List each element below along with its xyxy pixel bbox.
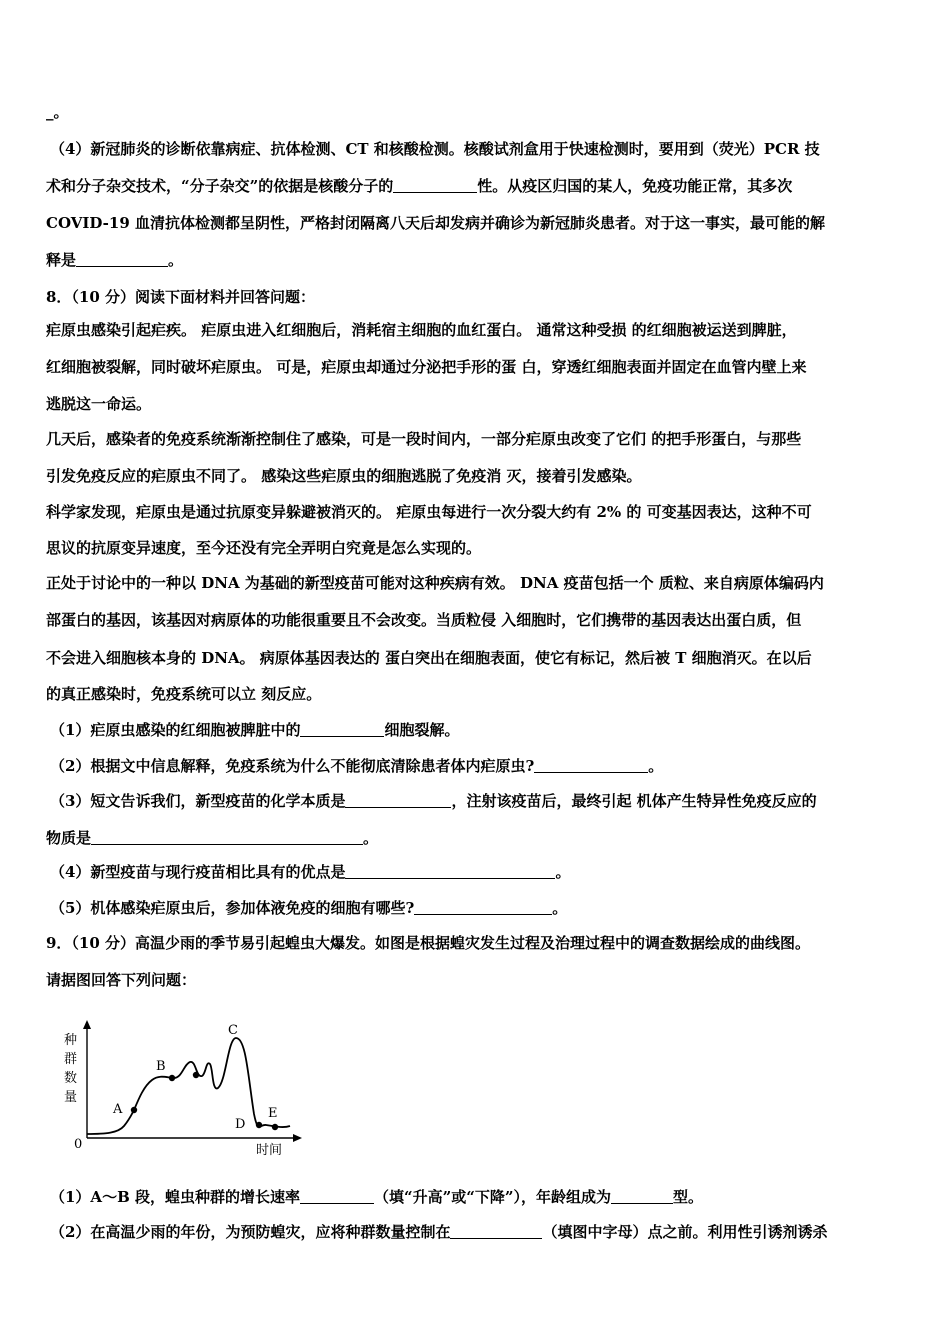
population-curve-svg xyxy=(56,1016,316,1166)
point-label-c: C xyxy=(228,1023,238,1038)
text-line: （4）新冠肺炎的诊断依靠病症、抗体检测、CT 和核酸检测。核酸试剂盒用于快速检测时，要用到（荧光）PCR 技 xyxy=(50,140,820,158)
text-line: 物质是 。 xyxy=(46,829,379,847)
text-line: 几天后，感染者的免疫系统渐渐控制住了感染，可是一段时间内，一部分疟原虫改变了它们 的把手形蛋白，与那些 xyxy=(46,430,802,448)
answer-blank[interactable] xyxy=(91,829,363,845)
text-line: 释是 。 xyxy=(46,251,184,269)
question-8-5: （5）机体感染疟原虫后，参加体液免疫的细胞有哪些? 。 xyxy=(50,899,568,917)
population-curve-figure xyxy=(56,1016,316,1166)
y-axis-label-char: 量 xyxy=(64,1090,78,1105)
y-axis-label-char: 种 xyxy=(64,1033,78,1048)
text-line: 引发免疫反应的疟原虫不同了。 感染这些疟原虫的细胞逃脱了免疫消 灭，接着引发感染。 xyxy=(46,467,642,485)
answer-blank[interactable] xyxy=(345,863,555,879)
point-d-marker xyxy=(256,1122,262,1128)
text-line: 不会进入细胞核本身的 DNA。 病原体基因表达的 蛋白突出在细胞表面，使它有标记，然后被 T 细胞消灭。在以后 xyxy=(46,649,812,667)
answer-blank[interactable] xyxy=(611,1188,673,1204)
x-axis-label: 时间 xyxy=(256,1143,283,1158)
text-line: 部蛋白的基因，该基因对病原体的功能很重要且不会改变。当质粒侵 入细胞时，它们携带的基因表达出蛋白质，但 xyxy=(46,611,802,629)
text-line: 逃脱这一命运。 xyxy=(46,395,152,413)
y-axis-label-char: 群 xyxy=(64,1052,78,1067)
answer-blank[interactable] xyxy=(76,251,168,267)
question-9-1: （1）A～B 段，蝗虫种群的增长速率 （填“升高”或“下降”），年龄组成为 型。 xyxy=(50,1188,704,1206)
question-9-2: （2）在高温少雨的年份，为预防蝗灾，应将种群数量控制在 （填图中字母）点之前。利用性引诱剂诱杀 xyxy=(50,1223,828,1241)
text-line: 术和分子杂交技术，“分子杂交”的依据是核酸分子的 性。从疫区归国的某人，免疫功能正常，其多次 xyxy=(46,177,793,195)
text-line: COVID-19 血清抗体检测都呈阴性，严格封闭隔离八天后却发病并确诊为新冠肺炎患者。对于这一事实，最可能的解 xyxy=(46,214,826,232)
question-8-3: （3）短文告诉我们，新型疫苗的化学本质是 ，注射该疫苗后，最终引起 机体产生特异性免疫反应的 xyxy=(50,792,817,810)
question-8-4: （4）新型疫苗与现行疫苗相比具有的优点是 。 xyxy=(50,863,571,881)
y-axis-label-char: 数 xyxy=(64,1071,78,1086)
answer-blank[interactable] xyxy=(300,1188,374,1204)
answer-blank[interactable] xyxy=(450,1223,542,1239)
point-label-d: D xyxy=(235,1117,246,1132)
point-e-marker xyxy=(272,1124,278,1130)
text-line: 请据图回答下列问题： xyxy=(46,971,197,989)
point-a-marker xyxy=(131,1107,137,1113)
point-b-marker xyxy=(169,1075,175,1081)
origin-label: 0 xyxy=(74,1137,83,1152)
text-line: 思议的抗原变异速度，至今还没有完全弄明白究竟是怎么实现的。 xyxy=(46,539,482,557)
question-9-heading: 9．（10 分）高温少雨的季节易引起蝗虫大爆发。如图是根据蝗灾发生过程及治理过程中的调查数据绘成的曲线图。 xyxy=(46,934,811,952)
population-curve xyxy=(87,1038,290,1134)
text-line: 科学家发现，疟原虫是通过抗原变异躲避被消灭的。 疟原虫每进行一次分裂大约有 2% 的 可变基因表达，这种不可 xyxy=(46,503,812,521)
point-label-e: E xyxy=(268,1106,278,1121)
text-line: 疟原虫感染引起疟疾。 疟原虫进入红细胞后，消耗宿主细胞的血红蛋白。 通常这种受损 的红细胞被运送到脾脏， xyxy=(46,321,797,339)
question-8-heading: 8．（10 分）阅读下面材料并回答问题： xyxy=(46,288,316,306)
point-label-b: B xyxy=(156,1059,166,1074)
y-axis-arrow-icon xyxy=(83,1020,91,1029)
question-8-2: （2）根据文中信息解释，免疫系统为什么不能彻底清除患者体内疟原虫? 。 xyxy=(50,757,664,775)
x-axis-arrow-icon xyxy=(293,1134,302,1142)
answer-blank[interactable] xyxy=(300,721,384,737)
text-line: _。 xyxy=(46,103,69,121)
answer-blank[interactable] xyxy=(414,899,552,915)
answer-blank[interactable] xyxy=(393,177,477,193)
point-marker xyxy=(193,1072,199,1078)
answer-blank[interactable] xyxy=(534,757,648,773)
point-label-a: A xyxy=(113,1102,123,1117)
question-8-1: （1）疟原虫感染的红细胞被脾脏中的 细胞裂解。 xyxy=(50,721,460,739)
text-line: 正处于讨论中的一种以 DNA 为基础的新型疫苗可能对这种疾病有效。 DNA 疫苗包括一个 质粒、来自病原体编码内 xyxy=(46,574,824,592)
answer-blank[interactable] xyxy=(345,792,451,808)
text-line: 红细胞被裂解，同时破坏疟原虫。 可是，疟原虫却通过分泌把手形的蛋 白，穿透红细胞表面并固定在血管内壁上来 xyxy=(46,358,807,376)
text-line: 的真正感染时，免疫系统可以立 刻反应。 xyxy=(46,685,322,703)
